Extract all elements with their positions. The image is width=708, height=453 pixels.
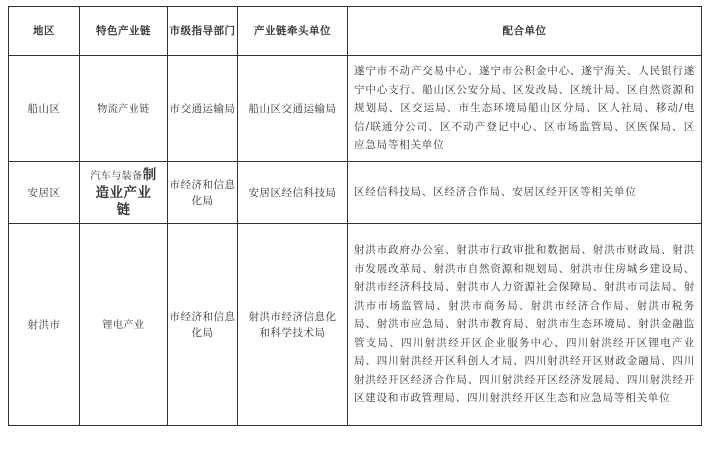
cell-region: 安居区 (9, 162, 80, 224)
cell-dept: 市经济和信息化局 (168, 224, 238, 426)
header-region: 地区 (9, 7, 80, 56)
cell-lead-unit: 射洪市经济信息化和科学技术局 (238, 224, 348, 426)
cell-region: 射洪市 (9, 224, 80, 426)
cell-partner-units: 射洪市政府办公室、射洪市行政审批和数据局、射洪市财政局、射洪市发展改革局、射洪市自然资源和规划局、射洪市住房城乡建设局、射洪市经济科技局、射洪市人力资源社会保障局、射洪市司法局、射洪市市场监管局、射洪市商务局、射洪市经济合作局、射洪市税务局、射洪市应急局、射洪市教育局、射洪市生态环境局、射洪金融监管支局、四川射洪经开区企业服务中心、四川射洪经开区锂电产业局、四川射洪经开区科创人才局、四川射洪经开区财政金融局、四川射洪经开区经济合作局、四川射洪经开区经济发展局、四川射洪经开区建设和市政管理局、四川射洪经开区生态和应急局等相关单位 (348, 224, 702, 426)
cell-lead-unit: 安居区经信科技局 (238, 162, 348, 224)
chain-text-bold: 制造业产业链 (95, 166, 157, 218)
cell-region: 船山区 (9, 56, 80, 162)
table-row-shehong (9, 224, 702, 426)
cell-dept: 市交通运输局 (168, 56, 238, 162)
industry-chain-assignment-table (8, 6, 702, 426)
header-lead-unit: 产业链牵头单位 (238, 7, 348, 56)
chain-text: 物流产业链 (97, 103, 150, 115)
cell-chain (80, 56, 168, 162)
cell-lead-unit: 船山区交通运输局 (238, 56, 348, 162)
cell-partner-units: 遂宁市不动产交易中心、遂宁市公积金中心、遂宁海关、人民银行遂宁中心支行、船山区公安分局、区发改局、区统计局、区自然资源和规划局、区交运局、市生态环境局船山区分局、区人社局、移动/电信/联通分公司、区不动产登记中心、区市场监管局、区医保局、区应急局等相关单位 (348, 56, 702, 162)
table-row-chuanshan (9, 56, 702, 162)
cell-chain (80, 224, 168, 426)
header-chain: 特色产业链 (80, 7, 168, 56)
header-partner-units: 配合单位 (348, 7, 702, 56)
cell-partner-units: 区经信科技局、区经济合作局、安居区经开区等相关单位 (348, 162, 702, 224)
cell-dept: 市经济和信息化局 (168, 162, 238, 224)
chain-text: 汽车与装备 (90, 170, 143, 182)
header-dept: 市级指导部门 (168, 7, 238, 56)
cell-chain (80, 162, 168, 224)
table-row-anju (9, 162, 702, 224)
table-header-row (9, 7, 702, 56)
chain-text: 锂电产业 (102, 319, 145, 331)
